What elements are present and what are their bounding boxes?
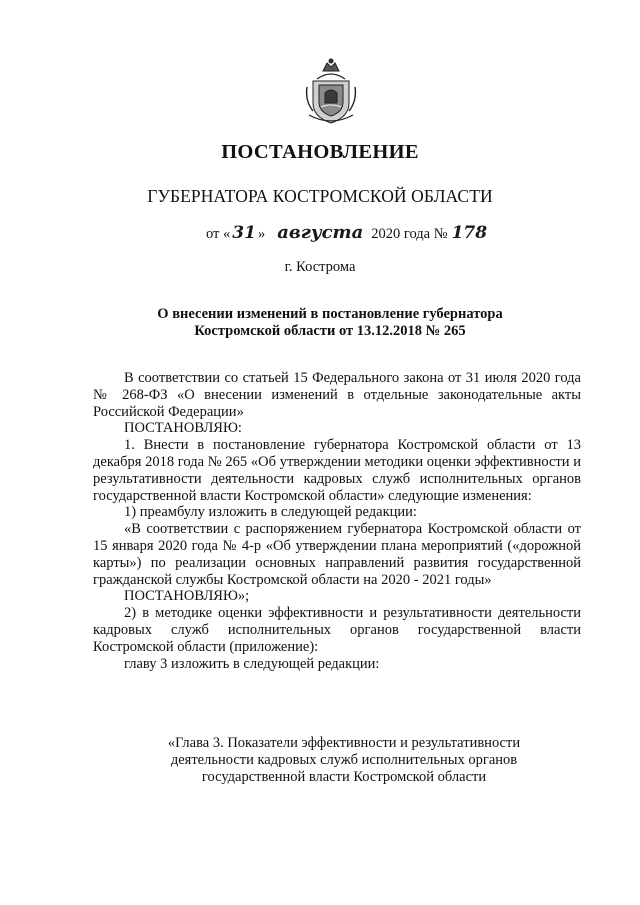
city: г. Кострома — [284, 259, 356, 275]
heading-line: О внесении изменений в постановление губернатора — [157, 306, 503, 322]
document-subtitle: ГУБЕРНАТОРА КОСТРОМСКОЙ ОБЛАСТИ — [147, 186, 493, 206]
date-day-handwritten: 31 — [232, 223, 256, 243]
date-prefix: от « — [206, 226, 231, 242]
date-year-text: 2020 года № — [371, 226, 448, 242]
document-body — [93, 370, 581, 672]
document-number-handwritten: 178 — [451, 223, 488, 243]
date-close-quote: » — [257, 226, 266, 242]
paragraph-quoted-preamble: «В соответствии с распоряжением губернатора Костромской области от 15 января 2020 года № 4-р «Об утверждении плана мероприятий («дорожной карты») по реализации основных направлений развития государственной гражданской службы Костромской области на 2020 - 2021 годы» — [93, 521, 581, 588]
document-heading — [140, 306, 520, 340]
kostroma-coat-of-arms-icon — [303, 57, 359, 127]
paragraph-chapter-intro: главу 3 изложить в следующей редакции: — [124, 655, 380, 672]
paragraph-subitem-2: 2) в методике оценки эффективности и результативности деятельности кадровых служб исполнительных органов государственной власти Костромской области (приложение): — [93, 605, 581, 655]
paragraph-subitem-1: 1) преамбулу изложить в следующей редакции: — [124, 504, 417, 521]
paragraph-decree-quoted: ПОСТАНОВЛЯЮ»; — [124, 588, 250, 605]
paragraph-item-1: 1. Внести в постановление губернатора Костромской области от 13 декабря 2018 года № 265 «Об утверждении методики оценки эффективности и результативности деятельности кадровых служб исполнительных органов государственной власти Костромской области» следующие изменения: — [93, 437, 581, 504]
paragraph-preamble: В соответствии со статьей 15 Федерального закона от 31 июля 2020 года № 268-ФЗ «О внесении изменений в отдельные законодательные акты Российской Федерации» — [93, 370, 581, 420]
chapter-line: «Глава 3. Показатели эффективности и результативности — [167, 735, 521, 751]
paragraph-decree: ПОСТАНОВЛЯЮ: — [124, 420, 242, 437]
chapter-3-title — [150, 735, 538, 785]
date-line — [206, 222, 487, 243]
chapter-line: деятельности кадровых служб исполнительных органов — [170, 751, 518, 768]
heading-line: Костромской области от 13.12.2018 № 265 — [194, 323, 466, 339]
chapter-line: государственной власти Костромской области — [201, 768, 487, 785]
document-title: ПОСТАНОВЛЕНИЕ — [221, 141, 419, 163]
date-month-handwritten: августа — [277, 222, 364, 243]
